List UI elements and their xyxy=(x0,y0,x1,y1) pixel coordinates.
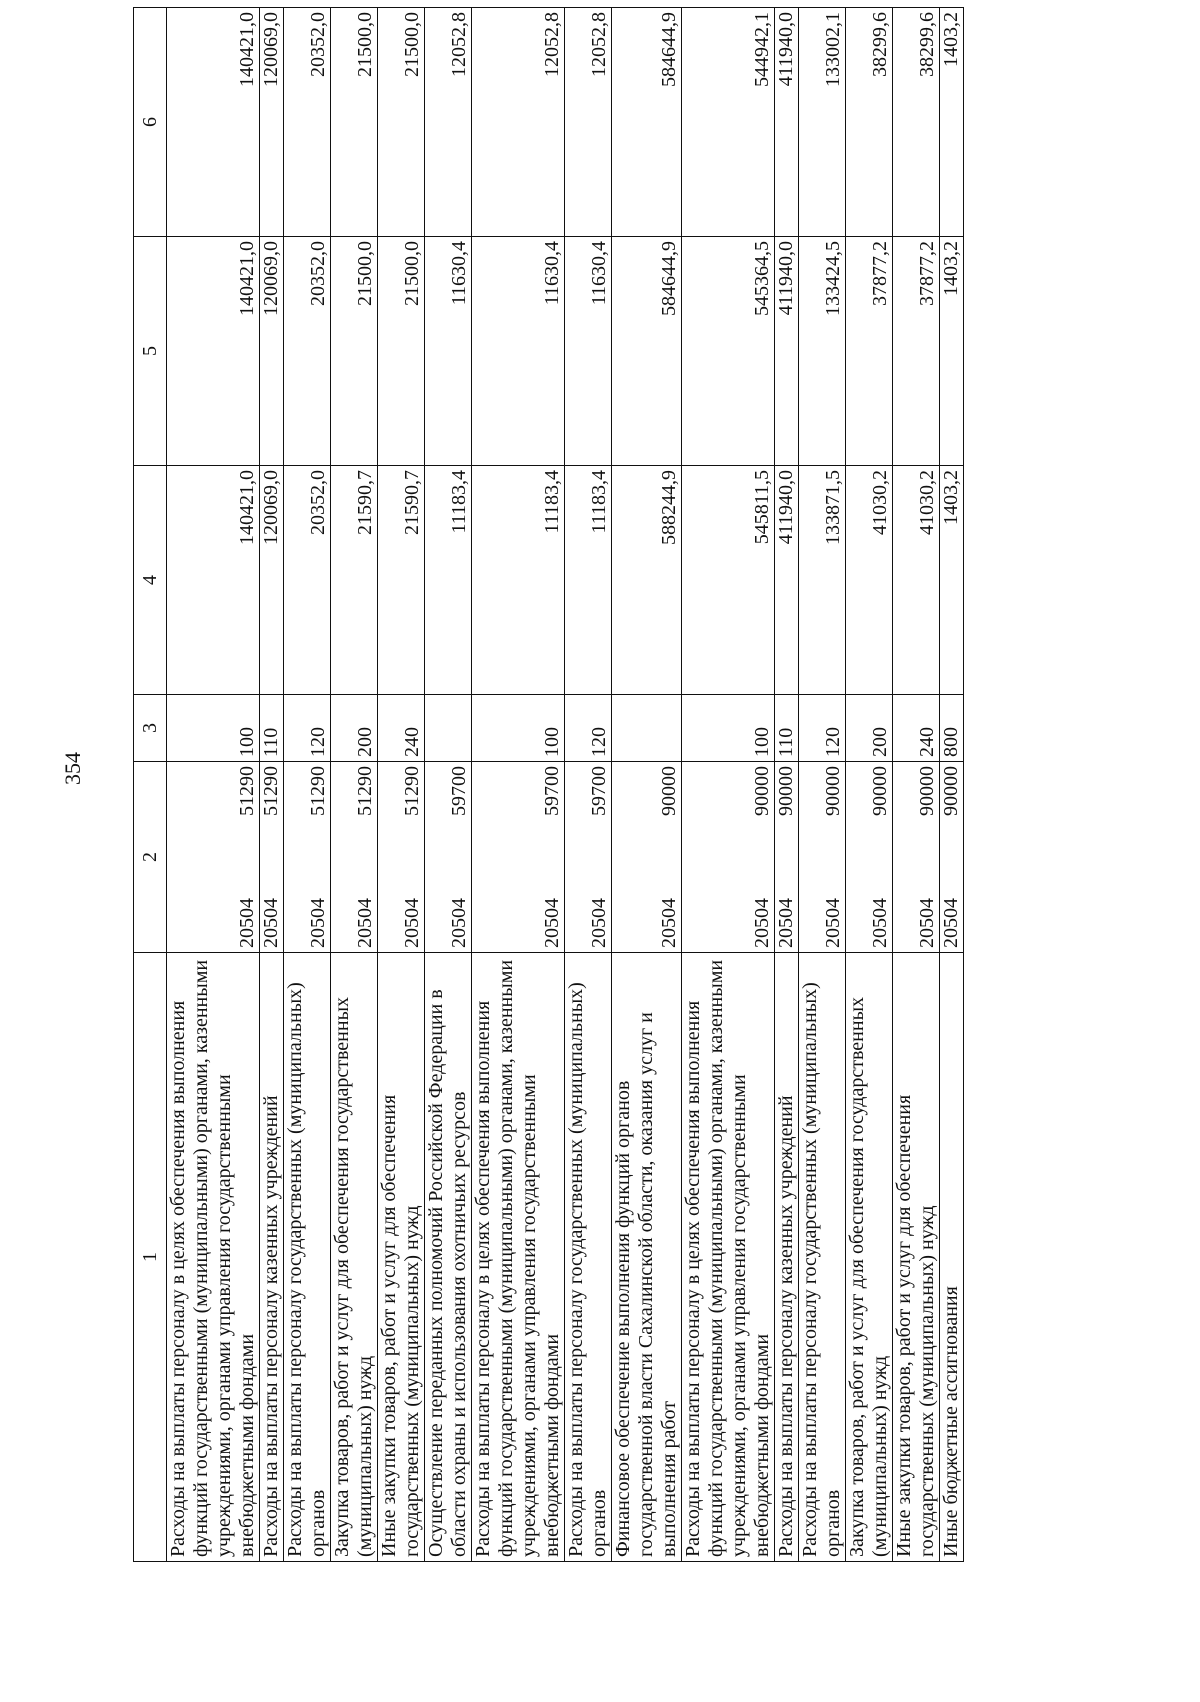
row-csr-code: 20504 xyxy=(354,898,376,948)
row-csr-cell xyxy=(425,762,472,953)
col-header-3: 3 xyxy=(134,695,167,762)
row-csr-suffix: 90000 xyxy=(916,766,938,816)
row-value-4: 21590,7 xyxy=(378,466,425,695)
row-value-4: 20352,0 xyxy=(284,466,331,695)
row-value-4: 133871,5 xyxy=(799,466,846,695)
row-description: Иные закупки товаров, работ и услуг для обеспечения государственных (муниципальных) нужд xyxy=(893,953,940,1562)
row-value-4: 21590,7 xyxy=(331,466,378,695)
row-value-5: 11630,4 xyxy=(472,237,565,466)
row-value-6: 133002,1 xyxy=(799,8,846,237)
row-csr-cell xyxy=(284,762,331,953)
table-row xyxy=(331,8,378,1562)
row-value-6: 21500,0 xyxy=(331,8,378,237)
row-description: Расходы на выплаты персоналу государственных (муниципальных) органов xyxy=(284,953,331,1562)
row-value-5: 21500,0 xyxy=(378,237,425,466)
row-value-6: 20352,0 xyxy=(284,8,331,237)
row-vr-code: 120 xyxy=(565,695,612,762)
row-value-6: 12052,8 xyxy=(565,8,612,237)
row-csr-cell xyxy=(893,762,940,953)
row-csr-cell xyxy=(799,762,846,953)
row-vr-code: 240 xyxy=(893,695,940,762)
col-header-5: 5 xyxy=(134,237,167,466)
row-csr-cell xyxy=(167,762,260,953)
row-value-6: 584644,9 xyxy=(612,8,682,237)
page-number: 354 xyxy=(60,752,85,785)
row-vr-code: 120 xyxy=(284,695,331,762)
row-value-4: 11183,4 xyxy=(425,466,472,695)
row-description: Иные бюджетные ассигнования xyxy=(940,953,964,1562)
row-csr-suffix: 51290 xyxy=(307,766,329,816)
row-value-6: 12052,8 xyxy=(425,8,472,237)
row-vr-code: 100 xyxy=(472,695,565,762)
table-row xyxy=(612,8,682,1562)
row-csr-code: 20504 xyxy=(916,898,938,948)
row-value-6: 544942,1 xyxy=(682,8,775,237)
row-csr-cell xyxy=(775,762,799,953)
row-csr-suffix: 90000 xyxy=(775,766,797,816)
row-value-4: 588244,9 xyxy=(612,466,682,695)
row-description: Расходы на выплаты персоналу казенных учреждений xyxy=(260,953,284,1562)
row-value-5: 11630,4 xyxy=(425,237,472,466)
row-value-5: 120069,0 xyxy=(260,237,284,466)
col-header-4: 4 xyxy=(134,466,167,695)
row-csr-cell xyxy=(260,762,284,953)
row-vr-code: 240 xyxy=(378,695,425,762)
row-csr-cell xyxy=(682,762,775,953)
table-row xyxy=(940,8,964,1562)
table-row xyxy=(378,8,425,1562)
row-vr-code: 110 xyxy=(260,695,284,762)
table-row xyxy=(799,8,846,1562)
row-description: Расходы на выплаты персоналу в целях обеспечения выполнения функций государственными (муниципальными) органами, казенными учреждениями, органами управления государственными внебюджетными фондами xyxy=(682,953,775,1562)
row-value-6: 12052,8 xyxy=(472,8,565,237)
row-csr-code: 20504 xyxy=(236,898,258,948)
row-csr-code: 20504 xyxy=(751,898,773,948)
row-csr-code: 20504 xyxy=(260,898,282,948)
row-csr-suffix: 59700 xyxy=(588,766,610,816)
row-value-5: 21500,0 xyxy=(331,237,378,466)
row-value-6: 21500,0 xyxy=(378,8,425,237)
row-csr-code: 20504 xyxy=(822,898,844,948)
row-csr-suffix: 90000 xyxy=(869,766,891,816)
table-row xyxy=(893,8,940,1562)
row-value-4: 545811,5 xyxy=(682,466,775,695)
table-row xyxy=(260,8,284,1562)
table-row xyxy=(167,8,260,1562)
row-csr-code: 20504 xyxy=(588,898,610,948)
header-row xyxy=(134,8,167,1562)
row-csr-code: 20504 xyxy=(658,898,680,948)
row-value-5: 37877,2 xyxy=(893,237,940,466)
col-header-2: 2 xyxy=(134,762,167,953)
row-value-4: 120069,0 xyxy=(260,466,284,695)
row-csr-code: 20504 xyxy=(448,898,470,948)
row-csr-code: 20504 xyxy=(869,898,891,948)
row-value-5: 584644,9 xyxy=(612,237,682,466)
row-value-6: 1403,2 xyxy=(940,8,964,237)
row-vr-code: 100 xyxy=(682,695,775,762)
row-csr-suffix: 90000 xyxy=(940,766,962,816)
row-description: Расходы на выплаты персоналу в целях обеспечения выполнения функций государственными (муниципальными) органами, казенными учреждениями, органами управления государственными внебюджетными фондами xyxy=(167,953,260,1562)
row-value-4: 1403,2 xyxy=(940,466,964,695)
row-csr-cell xyxy=(331,762,378,953)
row-csr-cell xyxy=(378,762,425,953)
row-description: Расходы на выплаты персоналу в целях обеспечения выполнения функций государственными (муниципальными) органами, казенными учреждениями, органами управления государственными внебюджетными фондами xyxy=(472,953,565,1562)
row-vr-code: 120 xyxy=(799,695,846,762)
row-value-4: 140421,0 xyxy=(167,466,260,695)
table-row xyxy=(682,8,775,1562)
row-vr-code xyxy=(425,695,472,762)
row-csr-suffix: 59700 xyxy=(541,766,563,816)
row-value-5: 20352,0 xyxy=(284,237,331,466)
row-csr-cell xyxy=(472,762,565,953)
row-csr-cell xyxy=(846,762,893,953)
row-csr-suffix: 51290 xyxy=(260,766,282,816)
table-row xyxy=(775,8,799,1562)
row-vr-code: 200 xyxy=(331,695,378,762)
row-description: Расходы на выплаты персоналу казенных учреждений xyxy=(775,953,799,1562)
table-row xyxy=(846,8,893,1562)
row-value-5: 545364,5 xyxy=(682,237,775,466)
row-value-5: 1403,2 xyxy=(940,237,964,466)
row-value-4: 41030,2 xyxy=(846,466,893,695)
row-csr-suffix: 90000 xyxy=(822,766,844,816)
row-csr-suffix: 90000 xyxy=(751,766,773,816)
table-row xyxy=(565,8,612,1562)
row-description: Закупка товаров, работ и услуг для обеспечения государственных (муниципальных) нужд xyxy=(331,953,378,1562)
row-value-4: 11183,4 xyxy=(565,466,612,695)
row-csr-suffix: 59700 xyxy=(448,766,470,816)
row-csr-suffix: 51290 xyxy=(401,766,423,816)
row-vr-code: 110 xyxy=(775,695,799,762)
row-description: Расходы на выплаты персоналу государственных (муниципальных) органов xyxy=(799,953,846,1562)
row-csr-code: 20504 xyxy=(307,898,329,948)
row-vr-code xyxy=(612,695,682,762)
row-description: Осуществление переданных полномочий Российской Федерации в области охраны и использования охотничьих ресурсов xyxy=(425,953,472,1562)
row-value-6: 120069,0 xyxy=(260,8,284,237)
row-csr-suffix: 51290 xyxy=(354,766,376,816)
budget-table xyxy=(133,7,964,1562)
col-header-6: 6 xyxy=(134,8,167,237)
row-csr-suffix: 90000 xyxy=(658,766,680,816)
table-row xyxy=(284,8,331,1562)
row-value-6: 38299,6 xyxy=(846,8,893,237)
row-vr-code: 800 xyxy=(940,695,964,762)
row-value-6: 140421,0 xyxy=(167,8,260,237)
row-value-4: 11183,4 xyxy=(472,466,565,695)
rotated-page xyxy=(133,12,964,1562)
row-csr-suffix: 51290 xyxy=(236,766,258,816)
row-value-5: 37877,2 xyxy=(846,237,893,466)
row-value-4: 411940,0 xyxy=(775,466,799,695)
row-csr-code: 20504 xyxy=(940,898,962,948)
col-header-1: 1 xyxy=(134,953,167,1562)
row-description: Расходы на выплаты персоналу государственных (муниципальных) органов xyxy=(565,953,612,1562)
row-description: Закупка товаров, работ и услуг для обеспечения государственных (муниципальных) нужд xyxy=(846,953,893,1562)
row-csr-code: 20504 xyxy=(541,898,563,948)
row-csr-code: 20504 xyxy=(775,898,797,948)
row-vr-code: 200 xyxy=(846,695,893,762)
row-value-5: 133424,5 xyxy=(799,237,846,466)
row-value-4: 41030,2 xyxy=(893,466,940,695)
row-value-6: 38299,6 xyxy=(893,8,940,237)
table-row xyxy=(472,8,565,1562)
row-value-5: 411940,0 xyxy=(775,237,799,466)
row-csr-code: 20504 xyxy=(401,898,423,948)
row-value-5: 140421,0 xyxy=(167,237,260,466)
row-vr-code: 100 xyxy=(167,695,260,762)
row-description: Финансовое обеспечение выполнения функций органов государственной власти Сахалинской области, оказания услуг и выполнения работ xyxy=(612,953,682,1562)
table-row xyxy=(425,8,472,1562)
row-value-5: 11630,4 xyxy=(565,237,612,466)
row-csr-cell xyxy=(612,762,682,953)
row-csr-cell xyxy=(940,762,964,953)
row-csr-cell xyxy=(565,762,612,953)
table-body xyxy=(167,8,964,1562)
row-value-6: 411940,0 xyxy=(775,8,799,237)
row-description: Иные закупки товаров, работ и услуг для обеспечения государственных (муниципальных) нужд xyxy=(378,953,425,1562)
